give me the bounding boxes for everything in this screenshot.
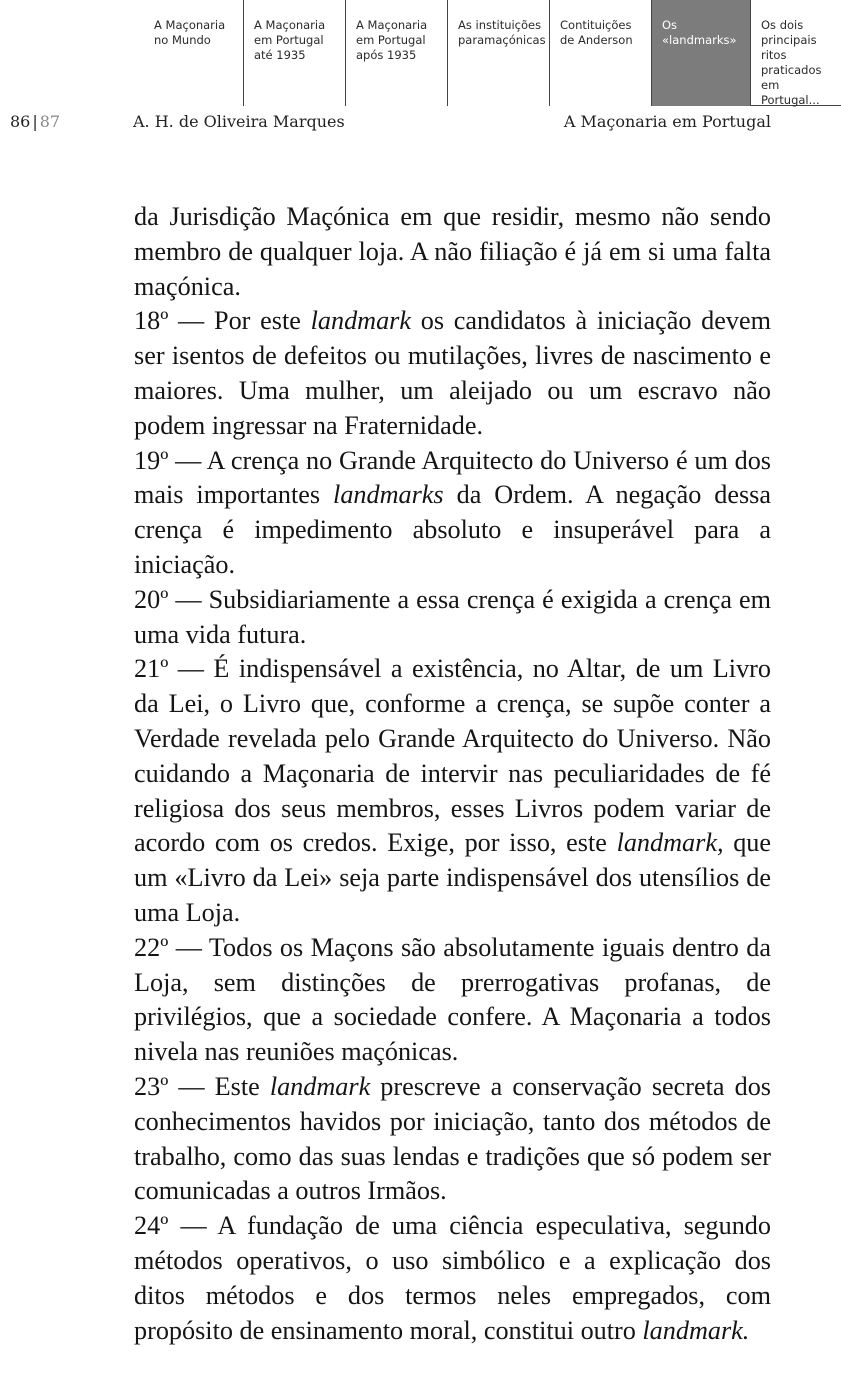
paragraph: 18º — Por este landmark os candidatos à iniciação devem ser isentos de defeitos ou mutilações, livres de nascimento e maiores. Uma mulher, um aleijado ou um escravo não podem ingressar na Fraternidade. <box>134 306 771 440</box>
tab-landmarks[interactable]: Os «landmarks» <box>651 0 750 106</box>
tab-principais-ritos[interactable]: Os dois principais ritos praticados em Portugal... <box>750 0 841 106</box>
tab-maconaria-portugal-ate-1935[interactable]: A Maçonaria em Portugal até 1935 <box>243 0 345 106</box>
paragraph: 23º — Este landmark prescreve a conservação secreta dos conhecimentos havidos por iniciação, tanto dos métodos de trabalho, como das suas lendas e tradições que só podem ser comunicadas a outros Irmãos. <box>134 1071 771 1206</box>
tab-maconaria-no-mundo[interactable]: A Maçonaria no Mundo <box>154 18 226 47</box>
running-head-title: A Maçonaria em Portugal <box>563 112 771 131</box>
page-number-separator: | <box>32 112 38 131</box>
page-number-left: 86 <box>10 112 31 131</box>
paragraph: da Jurisdição Maçónica em que residir, mesmo não sendo membro de qualquer loja. A não filiação é já em si uma falta maçónica. <box>134 202 771 301</box>
chapter-tabs <box>144 0 841 108</box>
paragraph: 22º — Todos os Maçons são absolutamente iguais dentro da Loja, sem distinções de prerrogativas profanas, de privilégios, que a sociedade confere. A Maçonaria a todos nivela nas reuniões maçónicas. <box>134 932 771 1067</box>
running-head-author: A. H. de Oliveira Marques <box>133 112 345 131</box>
page-number-right: 87 <box>39 112 61 131</box>
tab-maconaria-portugal-apos-1935[interactable]: A Maçonaria em Portugal após 1935 <box>345 0 447 106</box>
paragraph: 20º — Subsidiariamente a essa crença é exigida a crença em uma vida futura. <box>134 584 771 649</box>
tab-constituicoes-anderson[interactable]: Contituições de Anderson <box>549 0 651 106</box>
body-text <box>134 200 771 1348</box>
paragraph: 21º — É indispensável a existência, no Altar, de um Livro da Lei, o Livro que, conforme a crença, se supõe conter a Verdade revelada pelo Grande Arquitecto do Universo. Não cuidando a Maçonaria de intervir nas peculiaridades de fé religiosa dos seus membros, esses Livros podem variar de acordo com os credos. Exige, por isso, este landmark, que um «Livro da Lei» seja parte indispensável dos utensílios de uma Loja. <box>134 654 771 927</box>
tab-instituicoes-paramaconicas[interactable]: As instituições paramaçónicas <box>447 0 549 106</box>
paragraph: 24º — A fundação de uma ciência especulativa, segundo métodos operativos, o uso simbólico e a explicação dos ditos métodos e dos termos neles empregados, com propósito de ensinamento moral, constitui outro landmark. <box>134 1211 771 1345</box>
page-numbers <box>10 112 60 131</box>
paragraph: 19º — A crença no Grande Arquitecto do Universo é um dos mais importantes landmarks da Ordem. A negação dessa crença é impedimento absoluto e insuperável para a iniciação. <box>134 445 771 579</box>
